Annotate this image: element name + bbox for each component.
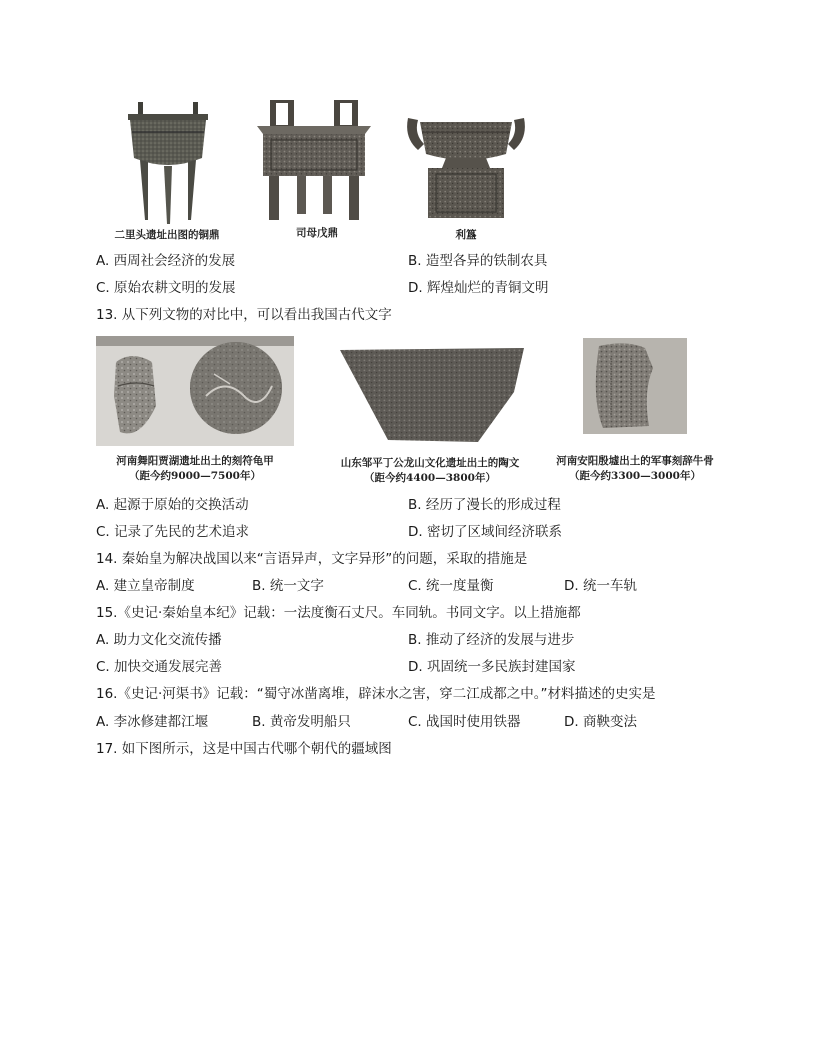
q12-option-c[interactable]: C. 原始农耕文明的发展 [96,280,236,296]
q16-stem: 16.《史记·河渠书》记载：“蜀守冰凿离堆，辟沫水之害，穿二江成都之中。”材料描述的史实是 [96,686,656,702]
q15-option-b[interactable]: B. 推动了经济的发展与进步 [408,632,575,648]
dinggong-pottery-text-photo [338,344,526,444]
q13-option-c[interactable]: C. 记录了先民的艺术追求 [96,524,250,540]
q13-stem: 13. 从下列文物的对比中，可以看出我国古代文字 [96,307,392,323]
simuwu-ding-photo [253,100,375,222]
q14-option-c[interactable]: C. 统一度量衡 [408,578,494,594]
caption-simuwu-ding: 司母戊鼎 [296,227,338,239]
q16-option-c[interactable]: C. 战国时使用铁器 [408,714,521,730]
caption-jiahu-line2: （距今约9000—7500年） [129,470,261,482]
q14-stem: 14. 秦始皇为解决战国以来“言语异声，文字异形”的问题，采取的措施是 [96,551,528,567]
q16-option-b[interactable]: B. 黄帝发明船只 [252,714,351,730]
caption-li-gui: 利簋 [455,229,477,241]
caption-jiahu-line1: 河南舞阳贾湖遗址出土的刻符龟甲 [116,455,274,467]
caption-yinxu-line1: 河南安阳殷墟出土的军事刻辞牛骨 [556,455,714,467]
q12-option-a[interactable]: A. 西周社会经济的发展 [96,253,236,269]
q14-option-b[interactable]: B. 统一文字 [252,578,324,594]
q13-option-d[interactable]: D. 密切了区域间经济联系 [408,524,562,540]
q15-stem: 15.《史记·秦始皇本纪》记载：一法度衡石丈尺。车同轨。书同文字。以上措施都 [96,605,581,621]
q15-option-d[interactable]: D. 巩固统一多民族封建国家 [408,659,576,675]
erlitou-bronze-ding-photo [118,98,218,226]
caption-erlitou-ding: 二里头遗址出图的铜鼎 [114,229,220,241]
q15-option-c[interactable]: C. 加快交通发展完善 [96,659,223,675]
caption-dinggong-line2: （距今约4400—3800年） [364,472,496,484]
q13-option-a[interactable]: A. 起源于原始的交换活动 [96,497,249,513]
yinxu-ox-bone-photo [583,338,687,434]
jiahu-tortoise-shell-photo [96,336,294,446]
q17-stem: 17. 如下图所示，这是中国古代哪个朝代的疆域图 [96,741,392,757]
q13-option-b[interactable]: B. 经历了漫长的形成过程 [408,497,561,513]
caption-dinggong-line1: 山东邹平丁公龙山文化遗址出土的陶文 [340,457,520,469]
q16-option-a[interactable]: A. 李冰修建都江堰 [96,714,209,730]
q12-option-d[interactable]: D. 辉煌灿烂的青铜文明 [408,280,549,296]
q14-option-a[interactable]: A. 建立皇帝制度 [96,578,195,594]
q12-option-b[interactable]: B. 造型各异的铁制农具 [408,253,548,269]
li-gui-photo [404,110,528,220]
caption-yinxu-line2: （距今约3300—3000年） [569,470,701,482]
q16-option-d[interactable]: D. 商鞅变法 [564,714,637,730]
q14-option-d[interactable]: D. 统一车轨 [564,578,637,594]
q15-option-a[interactable]: A. 助力文化交流传播 [96,632,222,648]
